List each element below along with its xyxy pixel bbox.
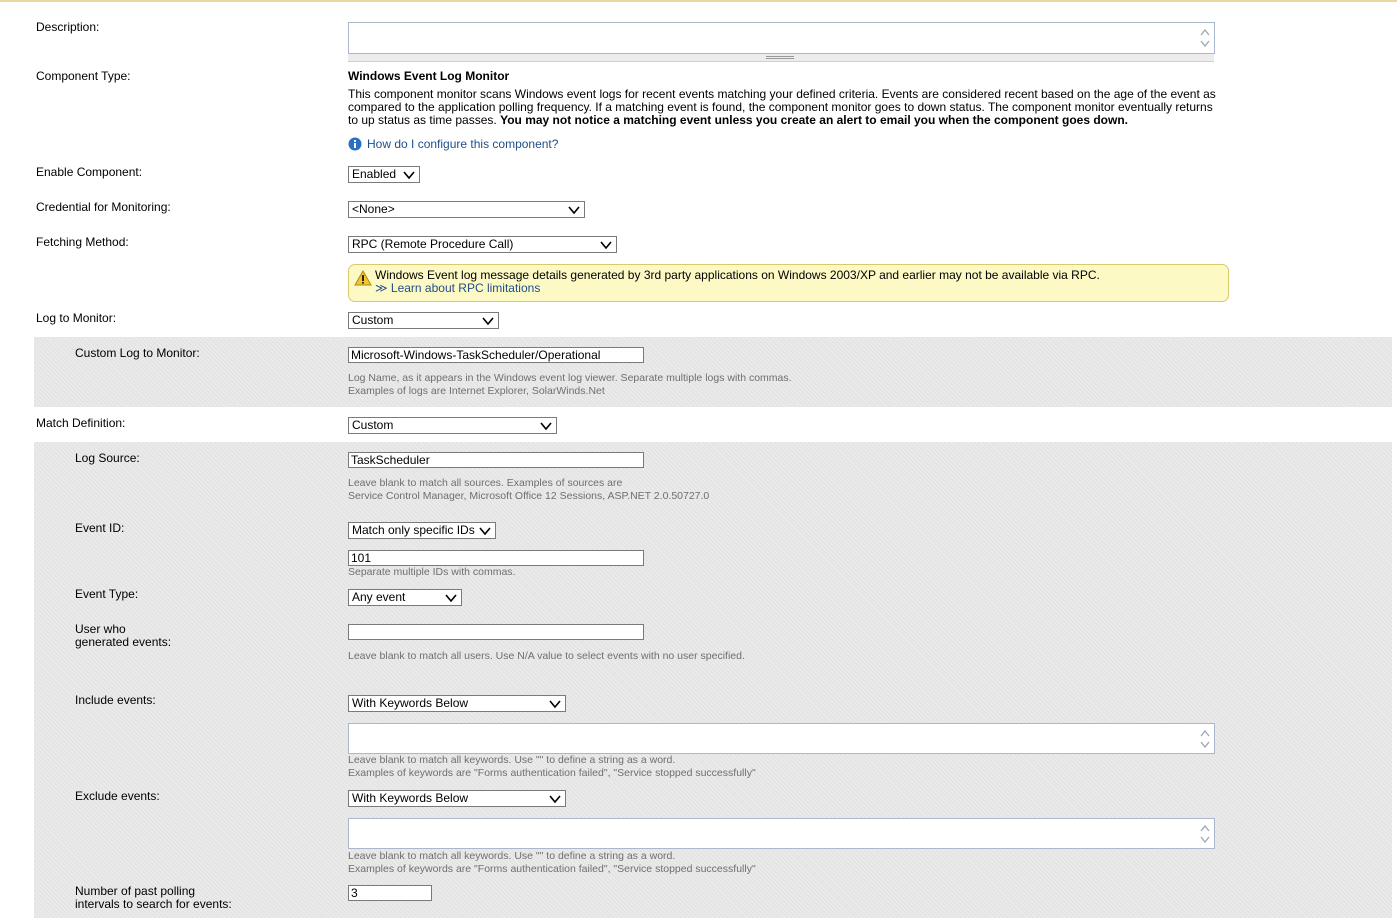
custom-log-help-2: Examples of logs are Internet Explorer, SolarWinds.Net: [348, 385, 605, 397]
info-icon: [348, 137, 362, 151]
past-polling-label-line2: intervals to search for events:: [75, 897, 232, 911]
past-polling-label-line1: Number of past polling: [75, 884, 196, 898]
exclude-help-2: Examples of keywords are "Forms authentication failed", "Service stopped successfully": [348, 863, 756, 875]
log-to-monitor-value: Custom: [352, 313, 394, 327]
textarea-scroll-icon[interactable]: [1199, 727, 1211, 751]
component-description-line1: This component monitor scans Windows event logs for recent events matching your defined criteria. Events are considered recent based on the age of the event as: [348, 87, 1216, 101]
match-definition-value: Custom: [352, 418, 394, 432]
exclude-events-value: With Keywords Below: [352, 791, 469, 805]
chevron-down-icon: [478, 525, 492, 537]
event-id-label: Event ID:: [75, 521, 125, 535]
component-description-line3: [348, 114, 1128, 127]
rpc-limitations-link-label: Learn about RPC limitations: [390, 281, 541, 295]
component-description-normal: to up status as time passes.: [348, 113, 497, 127]
top-border: [0, 0, 1397, 2]
log-source-help-1: Leave blank to match all sources. Examples of sources are: [348, 477, 623, 489]
custom-log-input[interactable]: Microsoft-Windows-TaskScheduler/Operational: [348, 347, 644, 363]
include-keywords-textarea[interactable]: [348, 723, 1215, 754]
event-id-select[interactable]: [348, 522, 496, 539]
configure-help-link[interactable]: How do I configure this component?: [367, 137, 559, 151]
component-type-title: Windows Event Log Monitor: [348, 69, 510, 83]
fetching-method-value: RPC (Remote Procedure Call): [352, 237, 514, 251]
chevron-down-icon: [402, 169, 416, 181]
credential-value: <None>: [352, 202, 395, 216]
exclude-help-1: Leave blank to match all keywords. Use "" to define a string as a word.: [348, 850, 676, 862]
custom-log-help-1: Log Name, as it appears in the Windows event log viewer. Separate multiple logs with commas.: [348, 372, 792, 384]
include-events-label: Include events:: [75, 693, 156, 707]
exclude-keywords-textarea[interactable]: [348, 818, 1215, 849]
fetching-method-select[interactable]: [348, 236, 617, 253]
component-description-bold: You may not notice a matching event unless you create an alert to email you when the component goes down.: [500, 113, 1128, 127]
rpc-warning-box: [348, 264, 1229, 302]
custom-log-label: Custom Log to Monitor:: [75, 346, 200, 360]
enable-component-label: Enable Component:: [36, 165, 143, 179]
event-id-mode-value: Match only specific IDs: [352, 523, 475, 537]
description-textarea[interactable]: [348, 22, 1215, 54]
include-help-2: Examples of keywords are "Forms authentication failed", "Service stopped successfully": [348, 767, 756, 779]
exclude-events-label: Exclude events:: [75, 789, 160, 803]
rpc-warning-text: Windows Event log message details generated by 3rd party applications on Windows 2003/XP and earlier may not be available via RPC.: [375, 268, 1100, 282]
event-type-label: Event Type:: [75, 587, 139, 601]
chevron-down-icon: [548, 793, 562, 805]
log-source-input[interactable]: TaskScheduler: [348, 452, 644, 468]
warning-icon: [354, 270, 372, 286]
chevron-down-icon: [539, 420, 553, 432]
component-description-line2: compared to the application polling frequency. If a matching event is found, the component monitor goes to down status. The component monitor eventually returns: [348, 100, 1213, 114]
match-definition-label: Match Definition:: [36, 416, 126, 430]
event-type-value: Any event: [352, 590, 406, 604]
component-type-label: Component Type:: [36, 69, 131, 83]
include-help-1: Leave blank to match all keywords. Use "" to define a string as a word.: [348, 754, 676, 766]
include-events-select[interactable]: [348, 695, 566, 712]
credential-select[interactable]: [348, 201, 585, 218]
description-label: Description:: [36, 20, 100, 34]
log-to-monitor-label: Log to Monitor:: [36, 311, 117, 325]
chevron-down-icon: [481, 315, 495, 327]
textarea-scroll-icon[interactable]: [1199, 822, 1211, 846]
match-definition-select[interactable]: [348, 417, 557, 434]
past-polling-input[interactable]: 3: [348, 885, 432, 901]
chevron-down-icon: [567, 204, 581, 216]
enable-component-value: Enabled: [352, 167, 397, 181]
chevron-down-icon: [599, 239, 613, 251]
chevron-down-icon: [444, 592, 458, 604]
enable-component-select[interactable]: [348, 166, 420, 183]
user-label-line1: User who: [75, 622, 126, 636]
user-help: Leave blank to match all users. Use N/A value to select events with no user specified.: [348, 650, 745, 662]
textarea-resize-handle[interactable]: [348, 54, 1214, 62]
user-input[interactable]: [348, 624, 644, 640]
include-events-value: With Keywords Below: [352, 696, 469, 710]
log-source-help-2: Service Control Manager, Microsoft Office 12 Sessions, ASP.NET 2.0.50727.0: [348, 490, 710, 502]
event-ids-input[interactable]: 101: [348, 550, 644, 566]
exclude-events-select[interactable]: [348, 790, 566, 807]
log-source-label: Log Source:: [75, 451, 140, 465]
link-arrow-icon: ≫: [375, 281, 388, 295]
log-to-monitor-select[interactable]: [348, 312, 499, 329]
rpc-limitations-link[interactable]: [375, 282, 540, 295]
credential-label: Credential for Monitoring:: [36, 200, 171, 214]
event-type-select[interactable]: [348, 589, 462, 606]
textarea-scroll-icon[interactable]: [1199, 26, 1211, 50]
fetching-method-label: Fetching Method:: [36, 235, 129, 249]
chevron-down-icon: [548, 698, 562, 710]
event-id-help: Separate multiple IDs with commas.: [348, 566, 516, 578]
user-label-line2: generated events:: [75, 635, 172, 649]
